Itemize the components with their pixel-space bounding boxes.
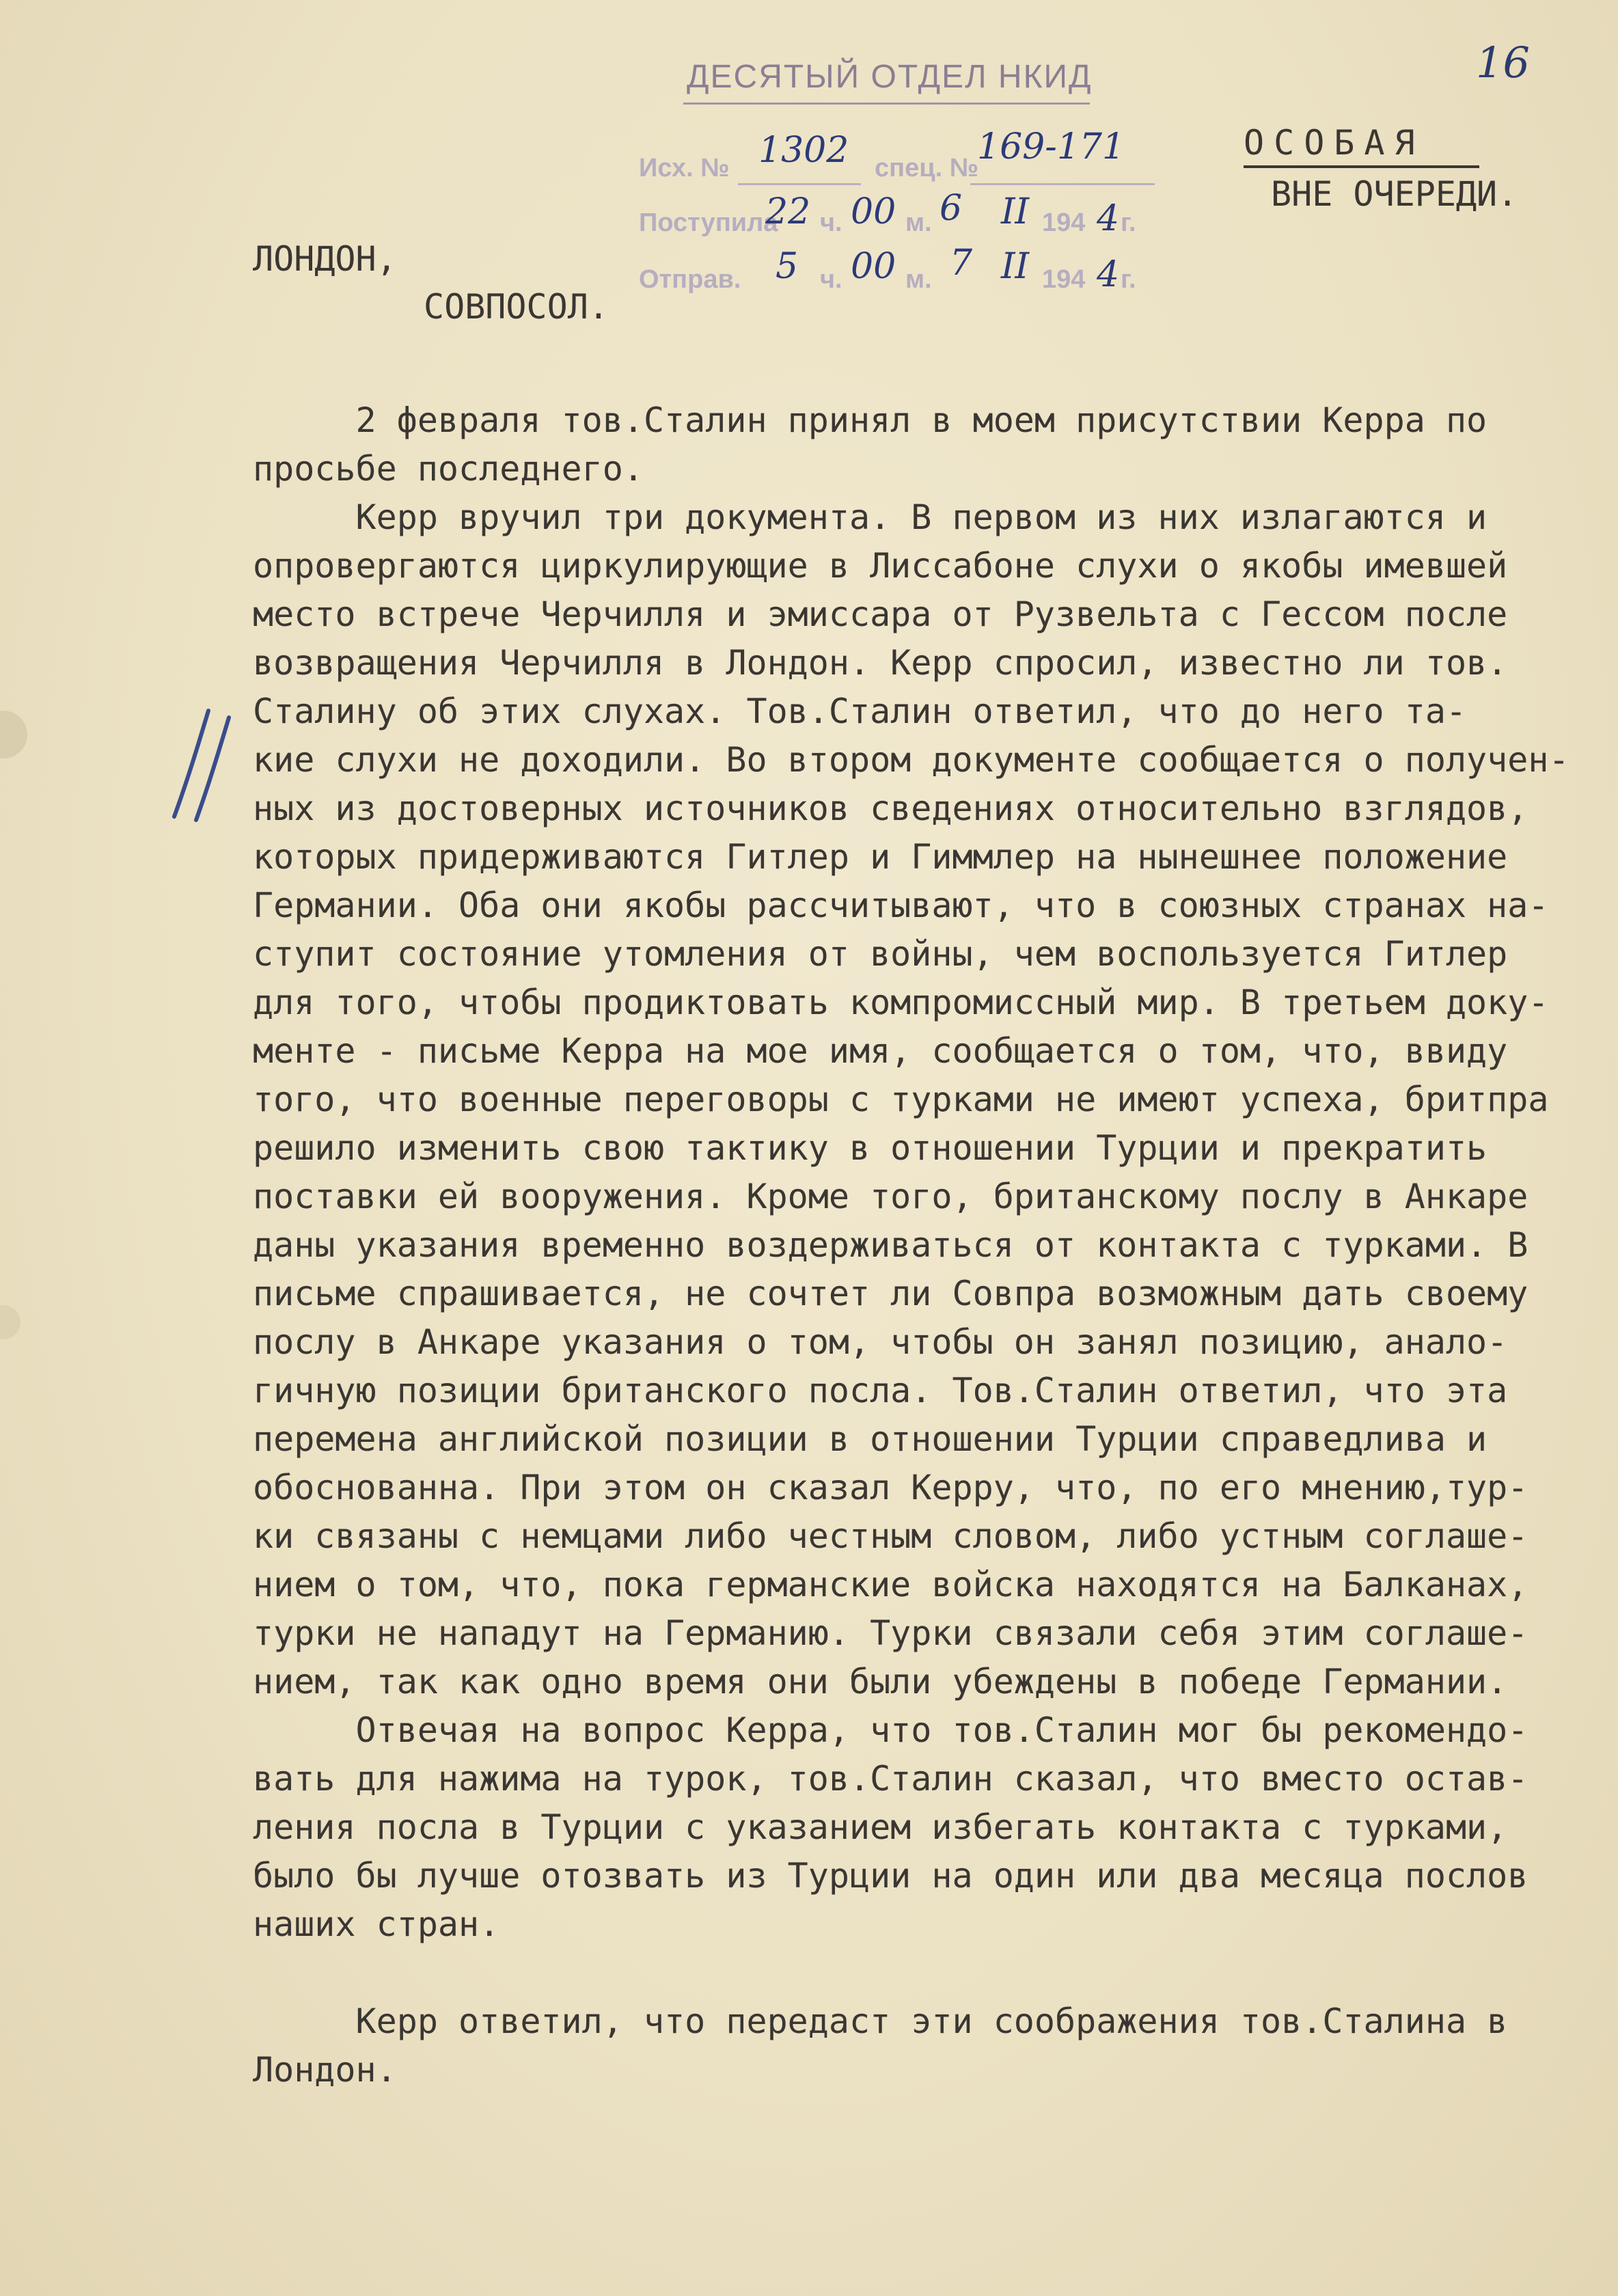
body-line: которых придерживаются Гитлер и Гиммлер на нынешнее положение bbox=[253, 837, 1508, 877]
body-line: того, что военные переговоры с турками не имеют успеха, бритпра bbox=[253, 1080, 1549, 1119]
sent-day: 7 bbox=[950, 243, 973, 284]
body-line: нием о том, что, пока германские войска находятся на Балканах, bbox=[253, 1565, 1528, 1604]
body-line: обоснованна. При этом он сказал Керру, что, по его мнению,тур- bbox=[253, 1468, 1528, 1507]
received-label: Поступила bbox=[639, 208, 778, 237]
body-line: письме спрашивается, не сочтет ли Совпра возможным дать своему bbox=[253, 1274, 1528, 1313]
body-line: возвращения Черчилля в Лондон. Керр спросил, известно ли тов. bbox=[253, 643, 1508, 683]
body-line: гичную позиции британского посла. Тов.Сталин ответил, что эта bbox=[253, 1371, 1508, 1410]
body-line: 2 февраля тов.Сталин принял в моем присутствии Керра по bbox=[253, 400, 1487, 440]
page-number: 16 bbox=[1476, 38, 1530, 87]
stamp-underline bbox=[738, 183, 861, 185]
sent-year: 194 bbox=[1042, 265, 1086, 294]
received-minute: 00 bbox=[851, 191, 896, 232]
classification-special: ОСОБАЯ bbox=[1244, 123, 1425, 163]
body-line: перемена английской позиции в отношении Турции справедлива и bbox=[253, 1419, 1487, 1459]
received-hour-label: ч. bbox=[820, 208, 842, 237]
sent-month: II bbox=[1001, 246, 1030, 287]
outgoing-number: 1302 bbox=[758, 130, 849, 171]
body-line: Керр вручил три документа. В первом из них излагаются и bbox=[253, 497, 1487, 537]
sent-minute: 00 bbox=[851, 246, 896, 287]
sent-minute-label: м. bbox=[905, 265, 932, 294]
received-year-label: г. bbox=[1121, 208, 1136, 237]
received-year: 194 bbox=[1042, 208, 1086, 237]
body-line: турки не нападут на Германию. Турки связали себя этим соглаше- bbox=[253, 1613, 1528, 1653]
body-line: Керр ответил, что передаст эти соображения тов.Сталина в bbox=[253, 2001, 1508, 2041]
body-line: решило изменить свою тактику в отношении Турции и прекратить bbox=[253, 1128, 1487, 1168]
sent-year-label: г. bbox=[1121, 265, 1136, 294]
special-number: 169-171 bbox=[977, 126, 1125, 167]
classification-underline bbox=[1244, 165, 1479, 168]
margin-double-stroke-mark bbox=[161, 707, 243, 823]
body-line: ления посла в Турции с указанием избегать контакта с турками, bbox=[253, 1807, 1508, 1847]
body-line: ки связаны с немцами либо честным словом, либо устным соглаше- bbox=[253, 1516, 1528, 1556]
body-line: Лондон. bbox=[253, 2050, 397, 2090]
classification-priority: ВНЕ ОЧЕРЕДИ. bbox=[1271, 174, 1518, 214]
received-hour: 22 bbox=[765, 191, 811, 232]
department-stamp: ДЕСЯТЫЙ ОТДЕЛ НКИД bbox=[687, 59, 1093, 95]
stamp-underline bbox=[970, 183, 1155, 185]
sent-hour-label: ч. bbox=[820, 265, 842, 294]
body-line: Сталину об этих слухах. Тов.Сталин ответил, что до него та- bbox=[253, 692, 1467, 731]
sent-label: Отправ. bbox=[639, 265, 741, 294]
body-line: для того, чтобы продиктовать компромиссный мир. В третьем доку- bbox=[253, 983, 1549, 1022]
outgoing-label: Исх. № bbox=[639, 154, 730, 182]
body-line: ступит состояние утомления от войны, чем воспользуется Гитлер bbox=[253, 934, 1508, 974]
body-line: опровергаются циркулирующие в Лиссабоне слухи о якобы имевшей bbox=[253, 546, 1508, 586]
received-day: 6 bbox=[940, 188, 963, 229]
body-line: поставки ей вооружения. Кроме того, британскому послу в Анкаре bbox=[253, 1177, 1528, 1216]
body-line: послу в Анкаре указания о том, чтобы он занял позицию, анало- bbox=[253, 1322, 1508, 1362]
body-line: наших стран. bbox=[253, 1904, 500, 1944]
received-year-digit: 4 bbox=[1097, 198, 1120, 239]
address-recipient: СОВПОСОЛ. bbox=[424, 287, 609, 327]
body-line: Отвечая на вопрос Керра, что тов.Сталин мог бы рекомендо- bbox=[253, 1710, 1528, 1750]
body-line bbox=[253, 1949, 1592, 1997]
body-line: было бы лучше отозвать из Турции на один или два месяца послов bbox=[253, 1856, 1528, 1896]
body-line: нием, так как одно время они были убеждены в победе Германии. bbox=[253, 1662, 1508, 1702]
body-line: вать для нажима на турок, тов.Сталин сказал, что вместо остав- bbox=[253, 1759, 1528, 1799]
sent-year-digit: 4 bbox=[1097, 254, 1120, 295]
body-line: даны указания временно воздерживаться от контакта с турками. В bbox=[253, 1225, 1528, 1265]
body-line: Германии. Оба они якобы рассчитывают, что в союзных странах на- bbox=[253, 886, 1549, 925]
body-line: место встрече Черчилля и эмиссара от Рузвельта с Гессом после bbox=[253, 594, 1508, 634]
department-underline bbox=[683, 102, 1090, 105]
address-city: ЛОНДОН, bbox=[253, 239, 397, 279]
received-month: II bbox=[1001, 191, 1030, 232]
received-minute-label: м. bbox=[905, 208, 932, 237]
body-line: ных из достоверных источников сведениях относительно взглядов, bbox=[253, 789, 1528, 828]
body-line: кие слухи не доходили. Во втором документе сообщается о получен- bbox=[253, 740, 1569, 780]
message-body bbox=[253, 396, 1592, 2094]
special-label: спец. № bbox=[875, 154, 979, 182]
body-line: менте - письме Керра на мое имя, сообщается о том, что, ввиду bbox=[253, 1031, 1508, 1071]
sent-hour: 5 bbox=[776, 246, 799, 287]
body-line: просьбе последнего. bbox=[253, 449, 644, 489]
